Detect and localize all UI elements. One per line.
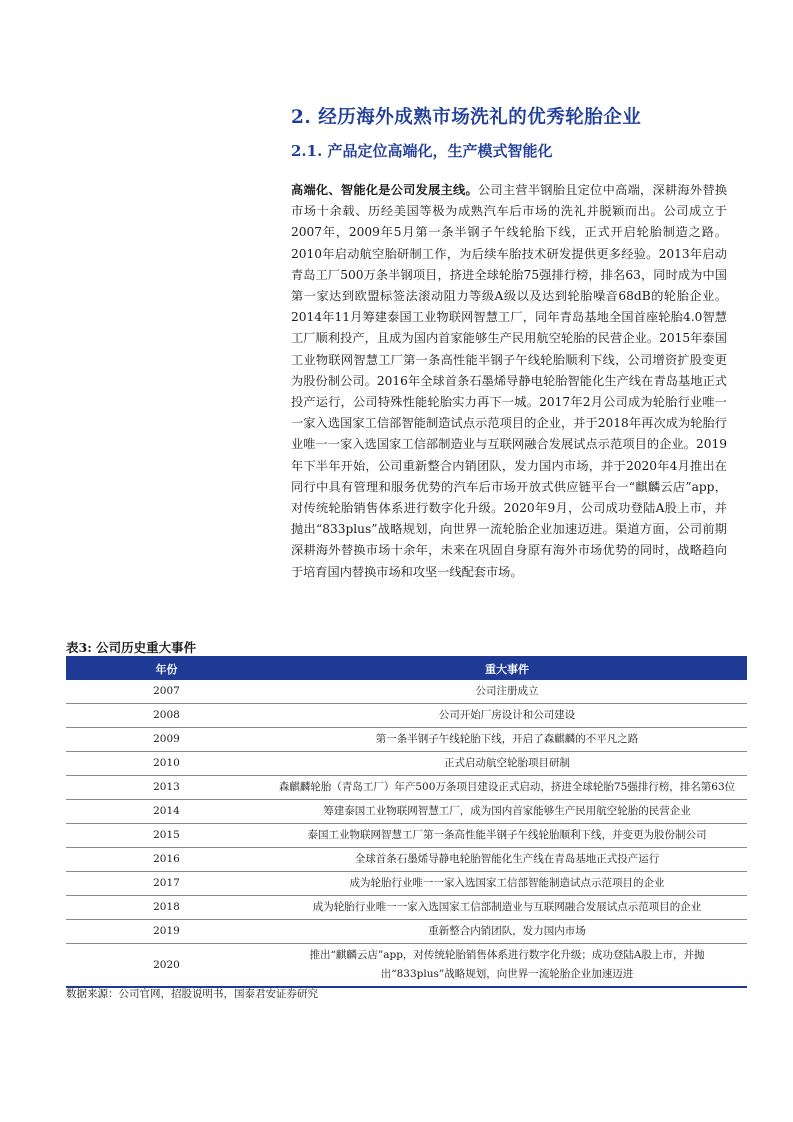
cell-year: 2015 [66, 824, 267, 848]
cell-year: 2009 [66, 728, 267, 752]
data-source-note: 数据来源：公司官网，招股说明书，国泰君安证券研究 [66, 988, 318, 1000]
cell-event: 成为轮胎行业唯一一家入选国家工信部制造业与互联网融合发展试点示范项目的企业 [267, 896, 747, 920]
header-event: 重大事件 [267, 657, 747, 680]
cell-year: 2016 [66, 848, 267, 872]
header-year: 年份 [66, 657, 267, 680]
table-header-row [66, 657, 747, 680]
table-caption: 表3: 公司历史重大事件 [66, 640, 197, 655]
table-row [66, 728, 747, 752]
cell-event: 筹建泰国工业物联网智慧工厂，成为国内首家能够生产民用航空轮胎的民营企业 [267, 800, 747, 824]
body-paragraph [291, 180, 727, 583]
cell-event: 正式启动航空轮胎项目研制 [267, 752, 747, 776]
cell-event: 全球首条石墨烯导静电轮胎智能化生产线在青岛基地正式投产运行 [267, 848, 747, 872]
table-row [66, 800, 747, 824]
cell-year: 2008 [66, 704, 267, 728]
table-row [66, 680, 747, 704]
table-row [66, 944, 747, 988]
history-events-table [66, 656, 747, 988]
table-row [66, 872, 747, 896]
cell-event: 泰国工业物联网智慧工厂第一条高性能半钢子午线轮胎顺利下线，并变更为股份制公司 [267, 824, 747, 848]
paragraph-text: 公司主营半钢胎且定位中高端，深耕海外替换市场十余载、历经美国等极为成熟汽车后市场的洗礼并脱颖而出。公司成立于2007年，2009年5月第一条半钢子午线轮胎下线，正式开启轮胎制造之路。2010年启动航空胎研制工作，为后续车胎技术研发提供更多经验。2013年启动青岛工厂500万条半钢项目，挤进全球轮胎75强排行榜，排名63，同时成为中国第一家达到欧盟标签法滚动阻力等级A级以及达到轮胎噪音68dB的轮胎企业。2014年11月筹建泰国工业物联网智慧工厂，同年青岛基地全国首座轮胎4.0智慧工厂顺利投产，且成为国内首家能够生产民用航空轮胎的民营企业。2015年泰国工业物联网智慧工厂第一条高性能半钢子午线轮胎顺利下线，公司增资扩股变更为股份制公司。2016年全球首条石墨烯导静电轮胎智能化生产线在青岛基地正式投产运行，公司特殊性能轮胎实力再下一城。2017年2月公司成为轮胎行业唯一一家入选国家工信部智能制造试点示范项目的企业，并于2018年再次成为轮胎行业唯一一家入选国家工信部制造业与互联网融合发展试点示范项目的企业。2019年下半年开始，公司重新整合内销团队，发力国内市场，并于2020年4月推出在同行中具有管理和服务优势的汽车后市场开放式供应链平台一“麒麟云店”app，对传统轮胎销售体系进行数字化升级。2020年9月，公司成功登陆A股上市，并抛出“833plus”战略规划，向世界一流轮胎企业加速迈进。渠道方面，公司前期深耕海外替换市场十余年，未来在巩固自身原有海外市场优势的同时，战略趋向于培育国内替换市场和攻坚一线配套市场。 [291, 183, 728, 579]
table-row [66, 824, 747, 848]
table-row [66, 704, 747, 728]
cell-event: 公司注册成立 [267, 680, 747, 704]
cell-year: 2013 [66, 776, 267, 800]
cell-year: 2019 [66, 920, 267, 944]
cell-event: 第一条半钢子午线轮胎下线，开启了森麒麟的不平凡之路 [267, 728, 747, 752]
cell-year: 2020 [66, 944, 267, 988]
table-row [66, 920, 747, 944]
table-row [66, 752, 747, 776]
cell-year: 2017 [66, 872, 267, 896]
section-subheading: 2.1. 产品定位高端化，生产模式智能化 [291, 142, 553, 160]
cell-event: 森麒麟轮胎（青岛工厂）年产500万条项目建设正式启动，挤进全球轮胎75强排行榜，排名第63位 [267, 776, 747, 800]
table-row [66, 896, 747, 920]
cell-year: 2018 [66, 896, 267, 920]
cell-year: 2010 [66, 752, 267, 776]
paragraph-lead: 高端化、智能化是公司发展主线。 [291, 183, 478, 197]
cell-event: 成为轮胎行业唯一一家入选国家工信部智能制造试点示范项目的企业 [267, 872, 747, 896]
cell-year: 2014 [66, 800, 267, 824]
table-row [66, 776, 747, 800]
section-heading: 2. 经历海外成熟市场洗礼的优秀轮胎企业 [291, 107, 642, 128]
cell-event: 重新整合内销团队，发力国内市场 [267, 920, 747, 944]
cell-event: 推出“麒麟云店”app，对传统轮胎销售体系进行数字化升级；成功登陆A股上市，并抛出“833plus”战略规划，向世界一流轮胎企业加速迈进 [267, 944, 747, 988]
cell-event: 公司开始厂房设计和公司建设 [267, 704, 747, 728]
table-row [66, 848, 747, 872]
cell-year: 2007 [66, 680, 267, 704]
